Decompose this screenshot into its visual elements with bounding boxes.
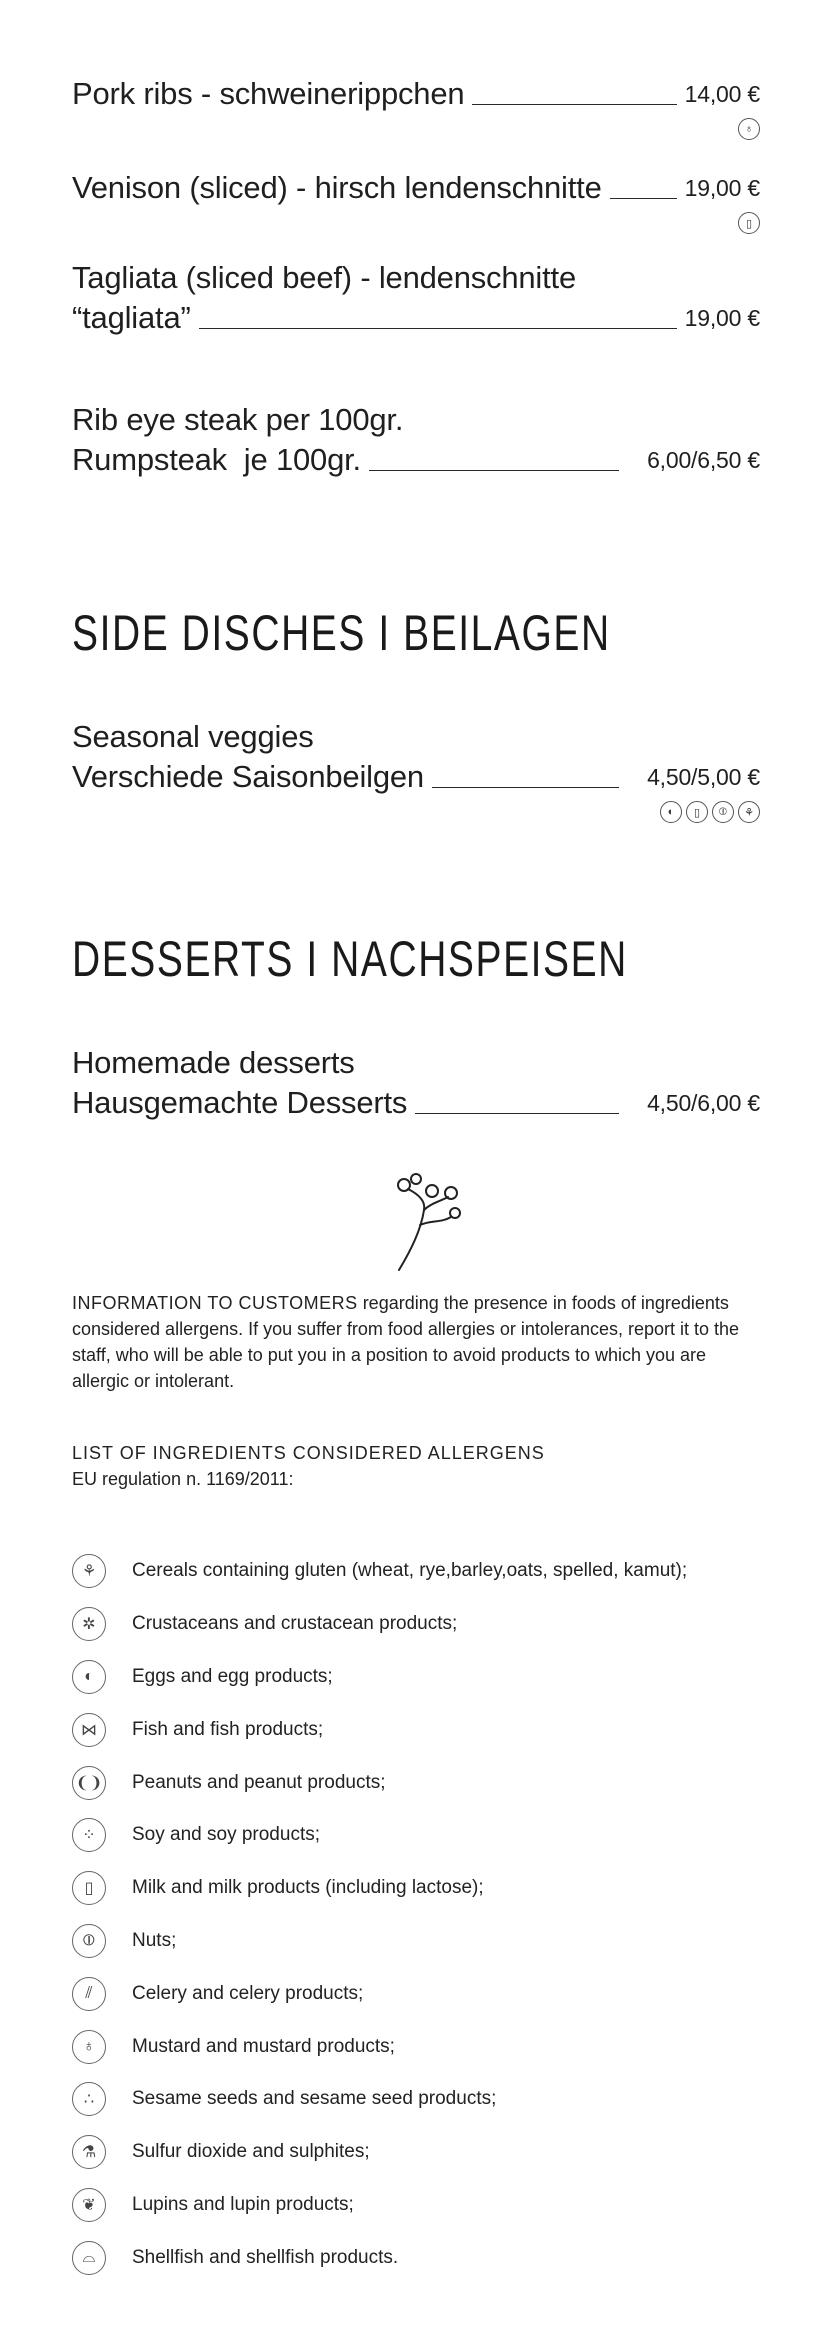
info-lead: INFORMATION TO CUSTOMERS xyxy=(72,1293,358,1313)
list-item xyxy=(72,2126,772,2179)
allergen-label: Sulfur dioxide and sulphites; xyxy=(132,2141,370,2163)
list-item xyxy=(72,1598,772,1651)
dotted-leader xyxy=(369,470,619,471)
dish-name: Venison (sliced) - hirsch lendenschnitte xyxy=(72,170,602,205)
dish-name-line2: “tagliata” xyxy=(72,300,191,335)
cereals-icon: ⚘ xyxy=(72,1554,106,1588)
list-item xyxy=(72,1862,772,1915)
allergen-label: Mustard and mustard products; xyxy=(132,2035,395,2057)
egg-icon: ◐ xyxy=(72,1660,106,1694)
milk-icon: ▯ xyxy=(738,212,760,234)
list-item xyxy=(72,1915,772,1968)
dish-price: 19,00 € xyxy=(684,175,760,201)
nuts-icon: ⦶ xyxy=(712,801,734,823)
allergen-label: Sesame seeds and sesame seed products; xyxy=(132,2088,497,2110)
shellfish-icon: ⌓ xyxy=(72,2241,106,2275)
egg-icon: ◐ xyxy=(660,801,682,823)
sprig-ornament-icon xyxy=(386,1165,466,1275)
section-title-sides: SIDE DISCHES I BEILAGEN xyxy=(72,605,611,661)
dish-name: Seasonal veggies xyxy=(72,719,314,754)
allergen-list xyxy=(72,1545,772,2284)
dotted-leader xyxy=(199,328,677,329)
eu-regulation: EU regulation n. 1169/2011: xyxy=(72,1469,294,1489)
dotted-leader xyxy=(610,198,677,199)
mustard-icon: ♁ xyxy=(72,2030,106,2064)
allergen-label: Fish and fish products; xyxy=(132,1718,324,1740)
sesame-icon: ∴ xyxy=(72,2082,106,2116)
dotted-leader xyxy=(432,787,619,788)
milk-icon: ▯ xyxy=(686,801,708,823)
crustacean-icon: ✲ xyxy=(72,1607,106,1641)
fish-icon: ⋈ xyxy=(72,1713,106,1747)
dish-price: 4,50/6,00 € xyxy=(647,1090,760,1116)
dish-name: Tagliata (sliced beef) - lendenschnitte xyxy=(72,260,576,295)
allergen-label: Peanuts and peanut products; xyxy=(132,1771,386,1793)
dish-tagliata xyxy=(72,258,760,338)
mustard-icon: ♁ xyxy=(738,118,760,140)
sulphite-icon: ⚗ xyxy=(72,2135,106,2169)
nuts-icon: ⦶ xyxy=(72,1924,106,1958)
customer-information xyxy=(72,1290,762,1394)
list-item xyxy=(72,1545,772,1598)
soy-icon: ⁘ xyxy=(72,1818,106,1852)
allergen-label: Milk and milk products (including lactose); xyxy=(132,1877,484,1899)
dish-price: 4,50/5,00 € xyxy=(647,764,760,790)
lupin-icon: ❦ xyxy=(72,2188,106,2222)
dish-price: 6,00/6,50 € xyxy=(647,447,760,473)
dish-name-line2: Verschiede Saisonbeilgen xyxy=(72,759,424,794)
allergen-label: Eggs and egg products; xyxy=(132,1665,333,1687)
list-item xyxy=(72,1756,772,1809)
list-item xyxy=(72,1809,772,1862)
dish-price: 14,00 € xyxy=(684,81,760,107)
dish-rib-eye xyxy=(72,400,760,480)
list-item xyxy=(72,1703,772,1756)
milk-icon: ▯ xyxy=(72,1871,106,1905)
list-item xyxy=(72,2231,772,2284)
celery-icon: ⫽ xyxy=(72,1977,106,2011)
dotted-leader xyxy=(472,104,676,105)
allergen-label: Shellfish and shellfish products. xyxy=(132,2246,399,2268)
list-item xyxy=(72,1967,772,2020)
allergen-label: Lupins and lupin products; xyxy=(132,2193,354,2215)
allergen-label: Cereals containing gluten (wheat, rye,barley,oats, spelled, kamut); xyxy=(132,1560,688,1582)
allergen-list-heading xyxy=(72,1440,545,1492)
info-text: regarding the presence in foods of ingredients considered allergens. If you suffer from food allergies or intolerances, report it to the staff, who will be able to put you in a position to avoid products to which you are allergic or intolerant. xyxy=(72,1293,740,1391)
cereals-icon: ⚘ xyxy=(738,801,760,823)
allergen-label: Nuts; xyxy=(132,1929,177,1951)
list-item xyxy=(72,1651,772,1704)
allergen-label: Soy and soy products; xyxy=(132,1824,320,1846)
dish-venison xyxy=(72,168,760,234)
dotted-leader xyxy=(415,1113,619,1114)
allergen-label: Crustaceans and crustacean products; xyxy=(132,1613,458,1635)
dish-seasonal-veggies xyxy=(72,717,760,823)
dish-name-line2: Hausgemachte Desserts xyxy=(72,1085,408,1120)
dish-name: Homemade desserts xyxy=(72,1045,355,1080)
dish-price: 19,00 € xyxy=(684,305,760,331)
dish-name: Rib eye steak per 100gr. xyxy=(72,402,404,437)
dish-name-line2: Rumpsteak je 100gr. xyxy=(72,442,361,477)
peanut-icon: ❨❩ xyxy=(72,1766,106,1800)
list-item xyxy=(72,2020,772,2073)
allergen-list-title: LIST OF INGREDIENTS CONSIDERED ALLERGENS xyxy=(72,1443,545,1463)
allergen-label: Celery and celery products; xyxy=(132,1982,364,2004)
dish-name: Pork ribs - schweinerippchen xyxy=(72,76,465,111)
list-item xyxy=(72,2073,772,2126)
section-title-desserts: DESSERTS I NACHSPEISEN xyxy=(72,931,628,987)
dish-desserts xyxy=(72,1043,760,1123)
dish-pork-ribs xyxy=(72,74,760,140)
list-item xyxy=(72,2179,772,2232)
